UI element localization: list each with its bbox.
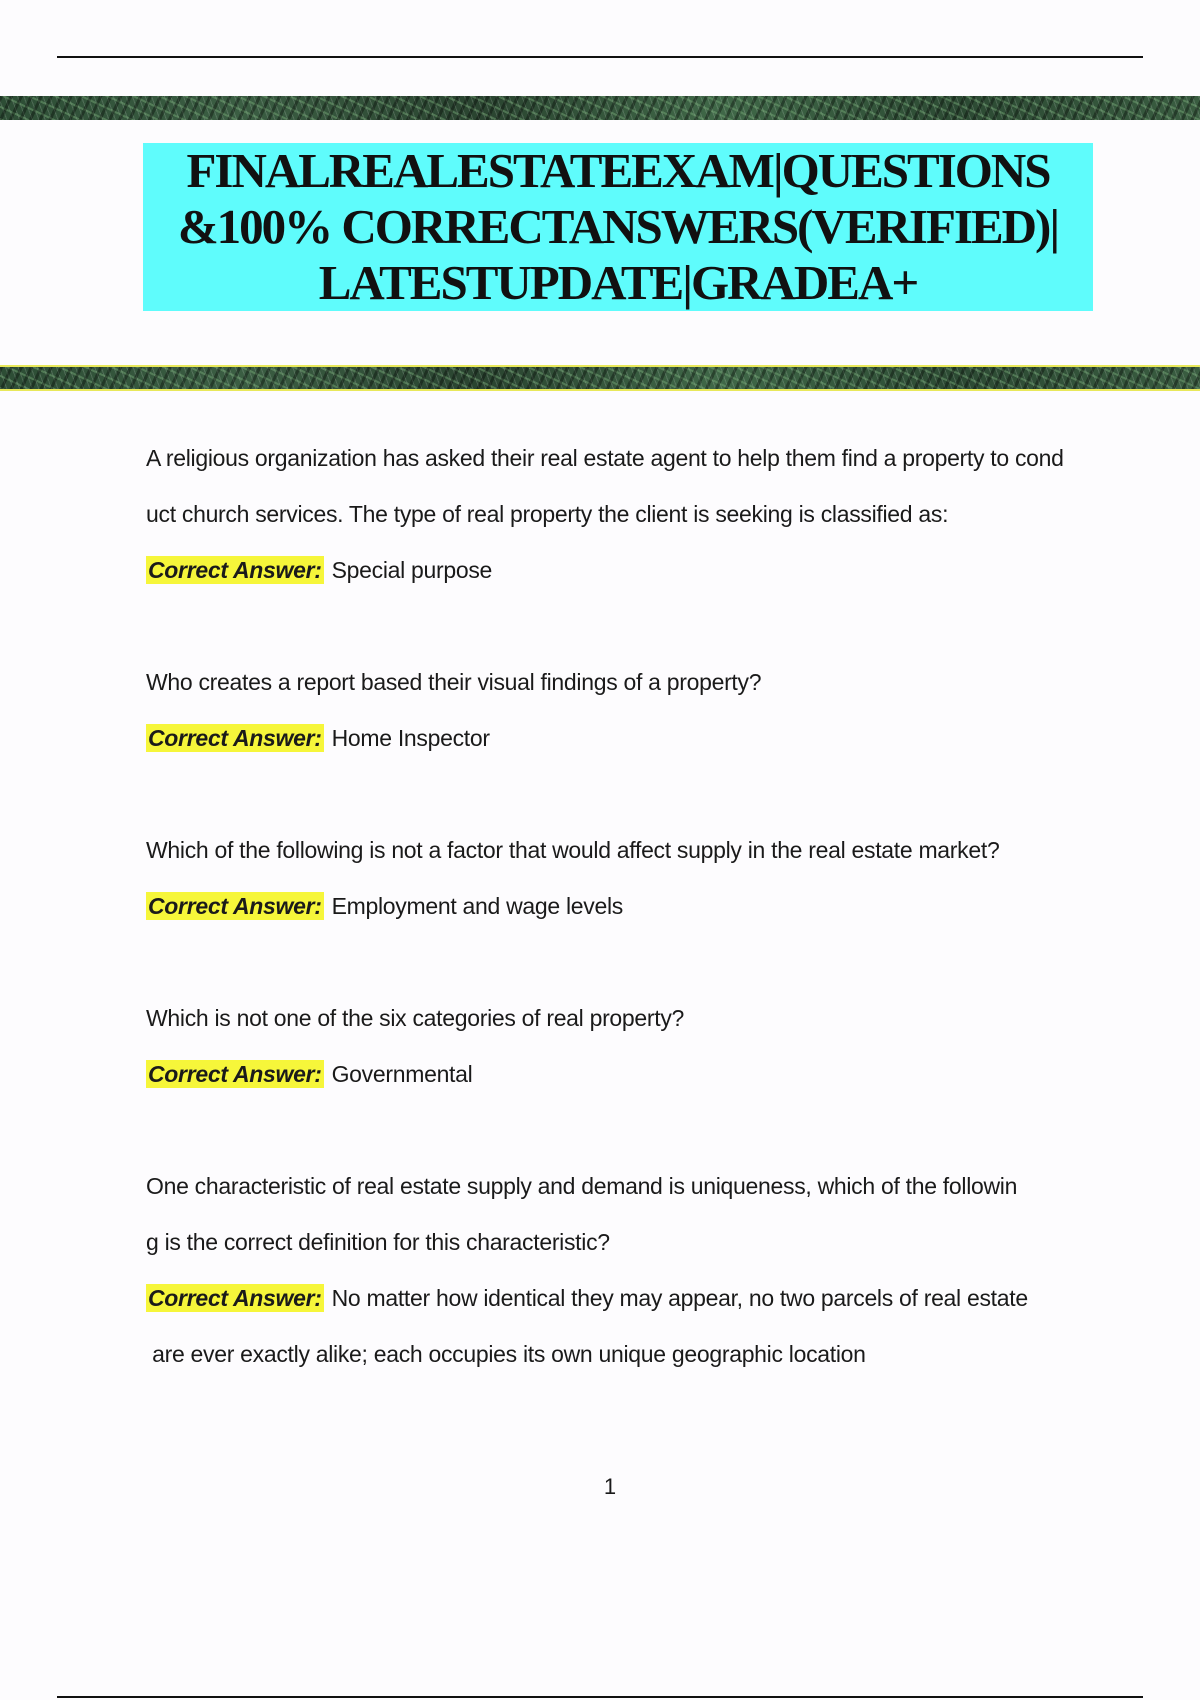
question-line: Which of the following is not a factor that would affect supply in the real estate market? bbox=[146, 837, 1000, 863]
answer-text: No matter how identical they may appear, no two parcels of real estate bbox=[331, 1285, 1028, 1311]
answer bbox=[146, 710, 1136, 766]
title-banner bbox=[143, 143, 1093, 311]
answer bbox=[146, 542, 1136, 598]
qa-item bbox=[146, 822, 1136, 934]
qa-item bbox=[146, 654, 1136, 766]
answer-label: Correct Answer: bbox=[148, 893, 322, 919]
answer-label: Correct Answer: bbox=[148, 1061, 322, 1087]
answer-continuation: are ever exactly alike; each occupies its own unique geographic location bbox=[146, 1341, 866, 1367]
question-line: One characteristic of real estate supply and demand is uniqueness, which of the followin bbox=[146, 1173, 1018, 1199]
decorative-band-bottom bbox=[0, 365, 1200, 391]
answer-label: Correct Answer: bbox=[148, 557, 322, 583]
page-number: 1 bbox=[603, 1474, 617, 1499]
footer-rule bbox=[57, 1696, 1143, 1698]
qa-item bbox=[146, 990, 1136, 1102]
question-line: Who creates a report based their visual findings of a property? bbox=[146, 669, 762, 695]
header-rule bbox=[57, 56, 1143, 58]
answer-label: Correct Answer: bbox=[148, 725, 322, 751]
qa-item bbox=[146, 1158, 1136, 1382]
answer-text: Special purpose bbox=[331, 557, 493, 583]
document-title: FINALREALESTATEEXAM|QUESTIONS &100% CORRECTANSWERS(VERIFIED)| LATESTUPDATE|GRADEA+ bbox=[177, 143, 1059, 310]
answer-label: Correct Answer: bbox=[148, 1285, 322, 1311]
question-line: A religious organization has asked their real estate agent to help them find a property to cond bbox=[146, 445, 1064, 471]
answer-text: Governmental bbox=[331, 1061, 473, 1087]
qa-item bbox=[146, 430, 1136, 598]
question-line: g is the correct definition for this characteristic? bbox=[146, 1229, 610, 1255]
answer bbox=[146, 878, 1136, 934]
question-line: uct church services. The type of real property the client is seeking is classified as: bbox=[146, 501, 949, 527]
answer bbox=[146, 1270, 1136, 1326]
question-line: Which is not one of the six categories of real property? bbox=[146, 1005, 685, 1031]
answer-text: Employment and wage levels bbox=[331, 893, 623, 919]
answer bbox=[146, 1046, 1136, 1102]
decorative-band-top bbox=[0, 96, 1200, 120]
qa-list bbox=[146, 430, 1136, 1382]
answer-text: Home Inspector bbox=[331, 725, 490, 751]
